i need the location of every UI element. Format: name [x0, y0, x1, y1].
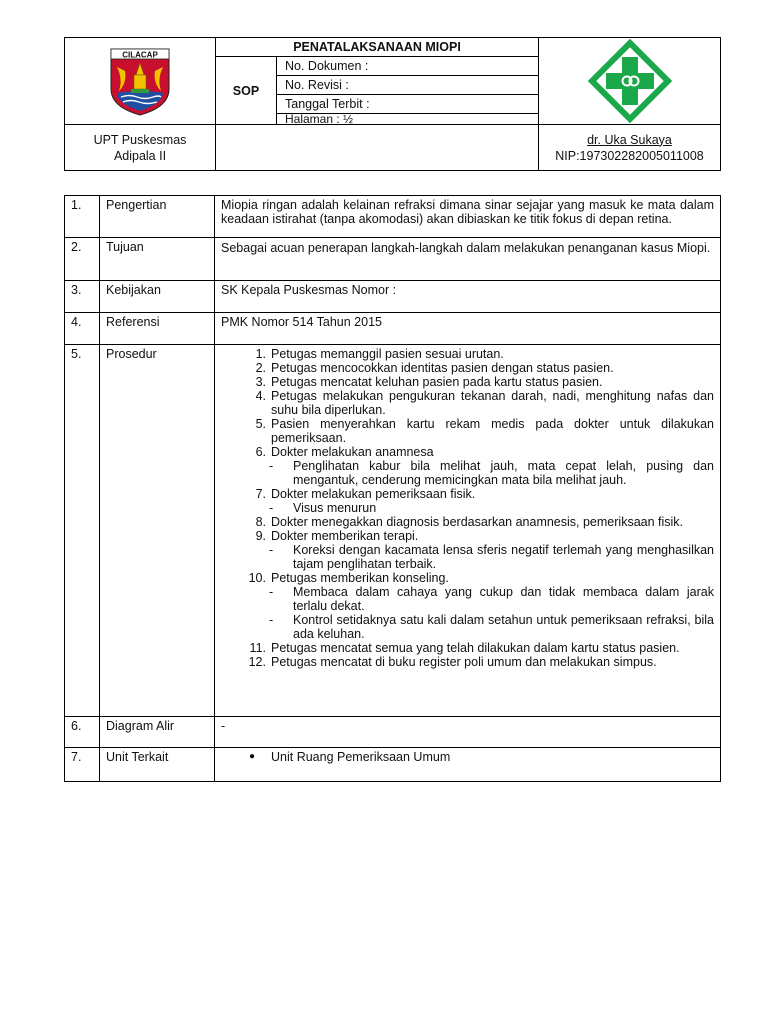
procedure-step: 7. Dokter melakukan pemeriksaan fisik. - Visus menurun — [221, 487, 714, 515]
table-row — [65, 196, 721, 238]
row-number: 4. — [65, 313, 100, 345]
row-content: - — [215, 717, 721, 748]
procedure-substep: - Membaca dalam cahaya yang cukup dan tidak membaca dalam jarak terlalu dekat. — [269, 585, 714, 613]
crest-banner-text: CILACAP — [122, 50, 158, 60]
organization-unit: Adipala II — [113, 148, 167, 163]
unit-list-item: ● Unit Ruang Pemeriksaan Umum — [249, 750, 451, 764]
procedure-cell — [215, 345, 721, 717]
procedure-step: 8. Dokter menegakkan diagnosis berdasarkan anamnesis, pemeriksaan fisik. — [255, 515, 684, 529]
procedure-step: 12. Petugas mencatat di buku register poli umum dan melakukan simpus. — [248, 655, 657, 669]
sop-label: SOP — [216, 57, 277, 125]
procedure-step: 3. Petugas mencatat keluhan pasien pada kartu status pasien. — [255, 375, 603, 389]
table-row — [65, 345, 721, 717]
table-row — [65, 313, 721, 345]
cilacap-crest-icon — [105, 45, 175, 117]
row-number: 6. — [65, 717, 100, 748]
row-content: Sebagai acuan penerapan langkah-langkah dalam melakukan penanganan kasus Miopi. — [215, 238, 721, 281]
sop-content-table — [64, 195, 721, 782]
organization-name: UPT Puskesmas — [93, 132, 187, 147]
no-dokumen-field: No. Dokumen : — [277, 57, 539, 76]
row-content: SK Kepala Puskesmas Nomor : — [215, 281, 721, 313]
row-content: Miopia ringan adalah kelainan refraksi dimana sinar sejajar yang masuk ke mata dalam keadaan istirahat (tanpa akomodasi) akan dibiaskan ke titik fokus di depan retina. — [215, 196, 721, 238]
document-title: PENATALAKSANAAN MIOPI — [216, 38, 539, 57]
table-row — [65, 281, 721, 313]
halaman-field: Halaman : ½ — [277, 114, 539, 125]
blank-cell — [216, 125, 539, 171]
row-label: Unit Terkait — [100, 748, 215, 782]
bullet-icon: ● — [249, 751, 256, 762]
sop-header-table — [64, 37, 721, 171]
procedure-step: 2. Petugas mencocokkan identitas pasien dengan status pasien. — [255, 361, 614, 375]
procedure-step: 5. Pasien menyerahkan kartu rekam medis pada dokter untuk dilakukan pemeriksaan. — [255, 417, 714, 445]
row-label: Pengertian — [100, 196, 215, 238]
procedure-step: 11. Petugas mencatat semua yang telah dilakukan dalam kartu status pasien. — [249, 641, 680, 655]
procedure-substep: - Penglihatan kabur bila melihat jauh, mata cepat lelah, pusing dan mengantuk, cenderung memicingkan mata bila melihat jauh. — [269, 459, 714, 487]
procedure-step: 9. Dokter memberikan terapi. - Koreksi dengan kacamata lensa sferis negatif terlemah yang menghasilkan tajam penglihatan terbaik. — [221, 529, 714, 571]
table-row — [65, 238, 721, 281]
procedure-step: 4. Petugas melakukan pengukuran tekanan darah, nadi, menghitung nafas dan suhu bila diperlukan. — [255, 389, 714, 417]
tanggal-terbit-field: Tanggal Terbit : — [277, 95, 539, 114]
row-content — [215, 748, 721, 782]
signer-cell — [539, 125, 721, 171]
row-content: PMK Nomor 514 Tahun 2015 — [215, 313, 721, 345]
organization-cell — [65, 125, 216, 171]
crest-logo-cell — [65, 38, 216, 125]
table-row — [65, 748, 721, 782]
puskesmas-logo-icon — [588, 39, 672, 123]
no-revisi-field: No. Revisi : — [277, 76, 539, 95]
row-label: Diagram Alir — [100, 717, 215, 748]
row-number: 2. — [65, 238, 100, 281]
row-label: Prosedur — [100, 345, 215, 717]
procedure-list — [221, 347, 714, 669]
table-row — [65, 717, 721, 748]
row-number: 5. — [65, 345, 100, 717]
row-number: 7. — [65, 748, 100, 782]
row-number: 1. — [65, 196, 100, 238]
row-label: Tujuan — [100, 238, 215, 281]
row-number: 3. — [65, 281, 100, 313]
procedure-substep: - Visus menurun — [269, 501, 377, 515]
signer-nip: NIP:197302282005011008 — [555, 148, 704, 163]
procedure-substep: - Kontrol setidaknya satu kali dalam setahun untuk pemeriksaan refraksi, bila ada keluhan. — [269, 613, 714, 641]
row-label: Referensi — [100, 313, 215, 345]
procedure-step: 6. Dokter melakukan anamnesa - Penglihatan kabur bila melihat jauh, mata cepat lelah, pusing dan mengantuk, cenderung memicingkan mata bila melihat jauh. — [221, 445, 714, 487]
row-label: Kebijakan — [100, 281, 215, 313]
puskesmas-logo-cell — [539, 38, 721, 125]
procedure-step: 10. Petugas memberikan konseling. - Membaca dalam cahaya yang cukup dan tidak membaca dalam jarak terlalu dekat. - Kontrol setidaknya satu kali dalam setahun untuk pemeriksaan refraksi, bila ada keluhan. — [221, 571, 714, 641]
signer-name: dr. Uka Sukaya — [587, 132, 672, 147]
procedure-step: 1. Petugas memanggil pasien sesuai urutan. — [255, 347, 504, 361]
procedure-substep: - Koreksi dengan kacamata lensa sferis negatif terlemah yang menghasilkan tajam penglihatan terbaik. — [269, 543, 714, 571]
